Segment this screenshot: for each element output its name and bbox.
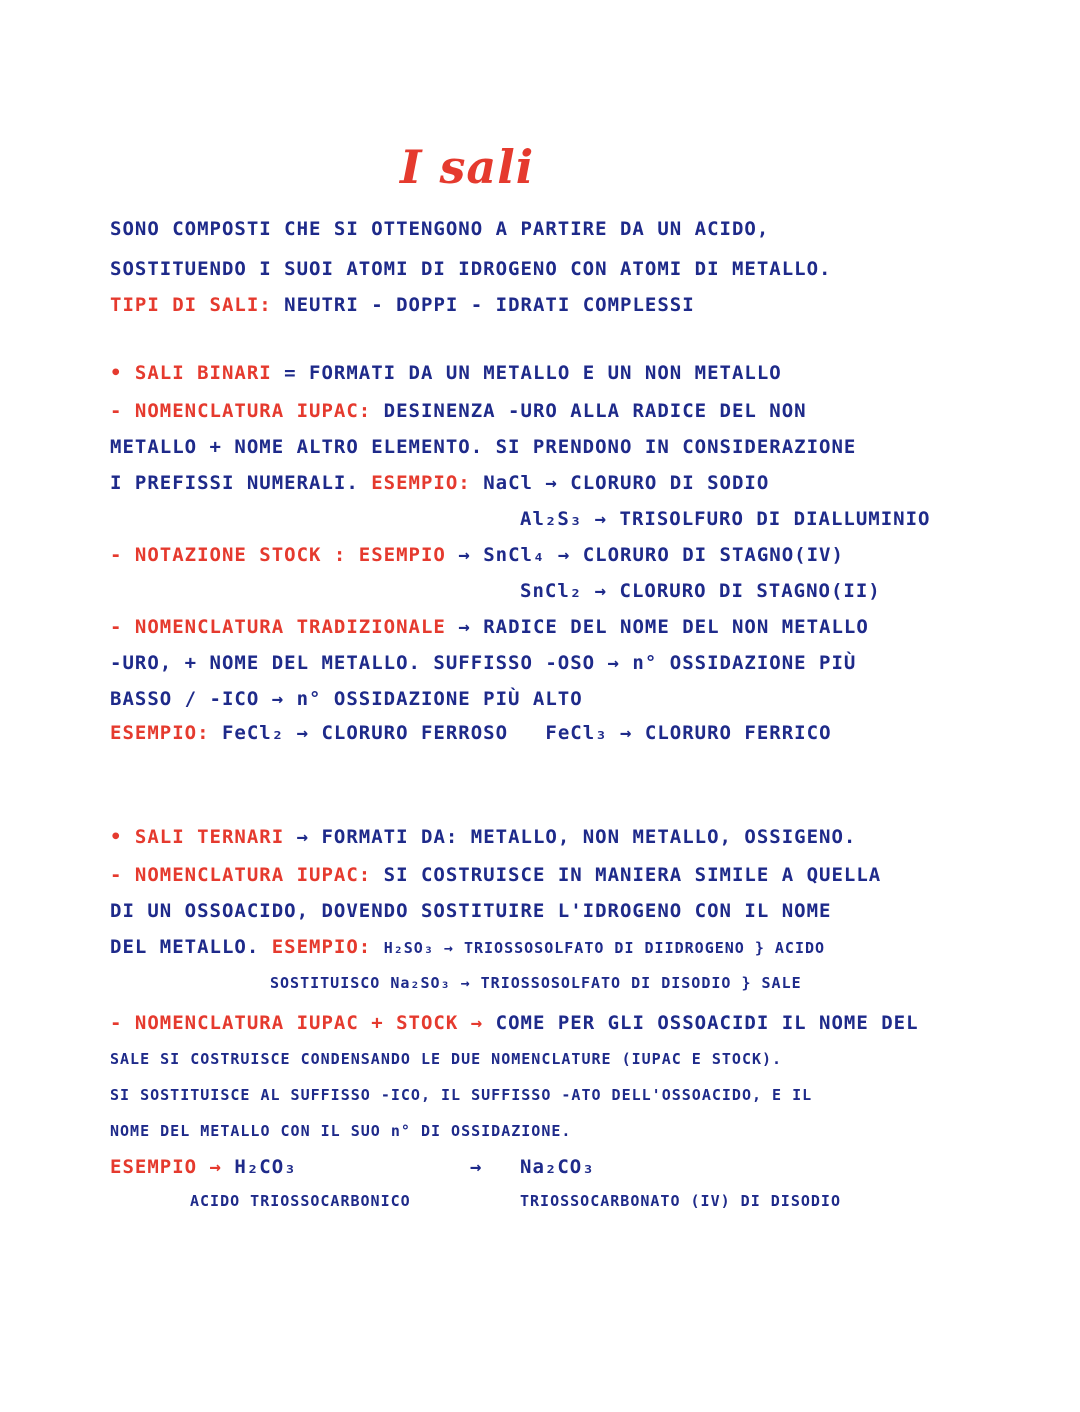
binari-example-2: Al₂S₃ → TRISOLFURO DI DIALLUMINIO: [520, 508, 931, 530]
binari-heading-label: • SALI BINARI: [110, 362, 272, 384]
ternari-heading-value: → FORMATI DA: METALLO, NON METALLO, OSSIGENO.: [296, 826, 857, 848]
binari-trad-line-1: [110, 616, 869, 638]
binari-heading-value: = FORMATI DA UN METALLO E UN NON METALLO: [284, 362, 782, 384]
binari-iupac-line-2: METALLO + NOME ALTRO ELEMENTO. SI PRENDONO IN CONSIDERAZIONE: [110, 436, 857, 458]
salt-types-value: NEUTRI - DOPPI - IDRATI COMPLESSI: [284, 294, 695, 316]
intro-line-1: SONO COMPOSTI CHE SI OTTENGONO A PARTIRE DA UN ACIDO,: [110, 218, 770, 240]
ternari-example-2-line: [270, 974, 802, 992]
ternari-iupac-line-2: DI UN OSSOACIDO, DOVENDO SOSTITUIRE L'IDROGENO CON IL NOME: [110, 900, 832, 922]
ternari-final-arrow: →: [470, 1156, 483, 1178]
ternari-stock-text-1: COME PER GLI OSSOACIDI IL NOME DEL: [495, 1012, 919, 1034]
salt-types: [110, 294, 695, 316]
ternari-stock-line-3: SI SOSTITUISCE AL SUFFISSO -ICO, IL SUFFISSO -ATO DELL'OSSOACIDO, E IL: [110, 1086, 813, 1104]
ternari-stock-line-4: NOME DEL METALLO CON IL SUO n° DI OSSIDAZIONE.: [110, 1122, 572, 1140]
binari-iupac-text-3: I PREFISSI NUMERALI.: [110, 472, 359, 494]
ternari-final-label: ESEMPIO →: [110, 1156, 222, 1178]
binari-trad-example-1: FeCl₂ → CLORURO FERROSO: [221, 722, 509, 744]
intro-line-2: SOSTITUENDO I SUOI ATOMI DI IDROGENO CON ATOMI DI METALLO.: [110, 258, 832, 280]
ternari-final-acid-formula: H₂CO₃: [234, 1156, 297, 1178]
ternari-example-label: ESEMPIO:: [271, 936, 372, 958]
binari-iupac-line-3: [110, 472, 769, 494]
ternari-example-1: H₂SO₃ → TRIOSSOSOLFATO DI DIIDROGENO } ACIDO: [383, 939, 826, 957]
ternari-stock-line-2: SALE SI COSTRUISCE CONDENSANDO LE DUE NOMENCLATURE (IUPAC E STOCK).: [110, 1050, 783, 1068]
binari-example-label: ESEMPIO:: [371, 472, 471, 494]
ternari-iupac-label: - NOMENCLATURA IUPAC:: [110, 864, 372, 886]
ternari-final-example-label: [110, 1156, 297, 1178]
ternari-iupac-text-1: SI COSTRUISCE IN MANIERA SIMILE A QUELLA: [383, 864, 882, 886]
ternari-example-2: Na₂SO₃ → TRIOSSOSOLFATO DI DISODIO } SALE: [390, 974, 802, 992]
ternari-heading: [110, 826, 856, 848]
binari-trad-example-2: FeCl₃ → CLORURO FERRICO: [545, 722, 832, 744]
binari-trad-example: [110, 722, 832, 744]
binari-trad-example-label: ESEMPIO:: [110, 722, 210, 744]
binari-iupac-line-1: [110, 400, 807, 422]
ternari-stock-line-1: [110, 1012, 919, 1034]
ternari-heading-label: • SALI TERNARI: [110, 826, 285, 848]
binari-heading: [110, 362, 782, 384]
page-title: I sali: [400, 140, 535, 194]
salt-types-label: TIPI DI SALI:: [110, 294, 272, 316]
binari-trad-line-3: BASSO / -ICO → n° OSSIDAZIONE PIÙ ALTO: [110, 688, 583, 710]
binari-stock-label: - NOTAZIONE STOCK : ESEMPIO: [110, 544, 446, 566]
ternari-final-salt-name: TRIOSSOCARBONATO (IV) DI DISODIO: [520, 1192, 841, 1210]
binari-iupac-text-1: DESINENZA -URO ALLA RADICE DEL NON: [383, 400, 807, 422]
binari-trad-label: - NOMENCLATURA TRADIZIONALE: [110, 616, 446, 638]
ternari-iupac-line-3: [110, 936, 825, 958]
binari-trad-text-1: → RADICE DEL NOME DEL NON METALLO: [458, 616, 869, 638]
ternari-stock-label: - NOMENCLATURA IUPAC + STOCK →: [110, 1012, 484, 1034]
ternari-iupac-text-3: DEL METALLO.: [110, 936, 260, 958]
binari-example-1: NaCl → CLORURO DI SODIO: [483, 472, 770, 494]
ternari-example-2-prefix: SOSTITUISCO: [270, 974, 381, 992]
binari-trad-line-2: -URO, + NOME DEL METALLO. SUFFISSO -OSO → n° OSSIDAZIONE PIÙ: [110, 652, 857, 674]
binari-stock-line-1: [110, 544, 844, 566]
binari-iupac-label: - NOMENCLATURA IUPAC:: [110, 400, 372, 422]
binari-stock-example-2: SnCl₂ → CLORURO DI STAGNO(II): [520, 580, 881, 602]
ternari-final-salt-formula: Na₂CO₃: [520, 1156, 595, 1178]
binari-stock-example-1: → SnCl₄ → CLORURO DI STAGNO(IV): [458, 544, 844, 566]
ternari-final-acid-name: ACIDO TRIOSSOCARBONICO: [190, 1192, 411, 1210]
ternari-iupac-line-1: [110, 864, 881, 886]
